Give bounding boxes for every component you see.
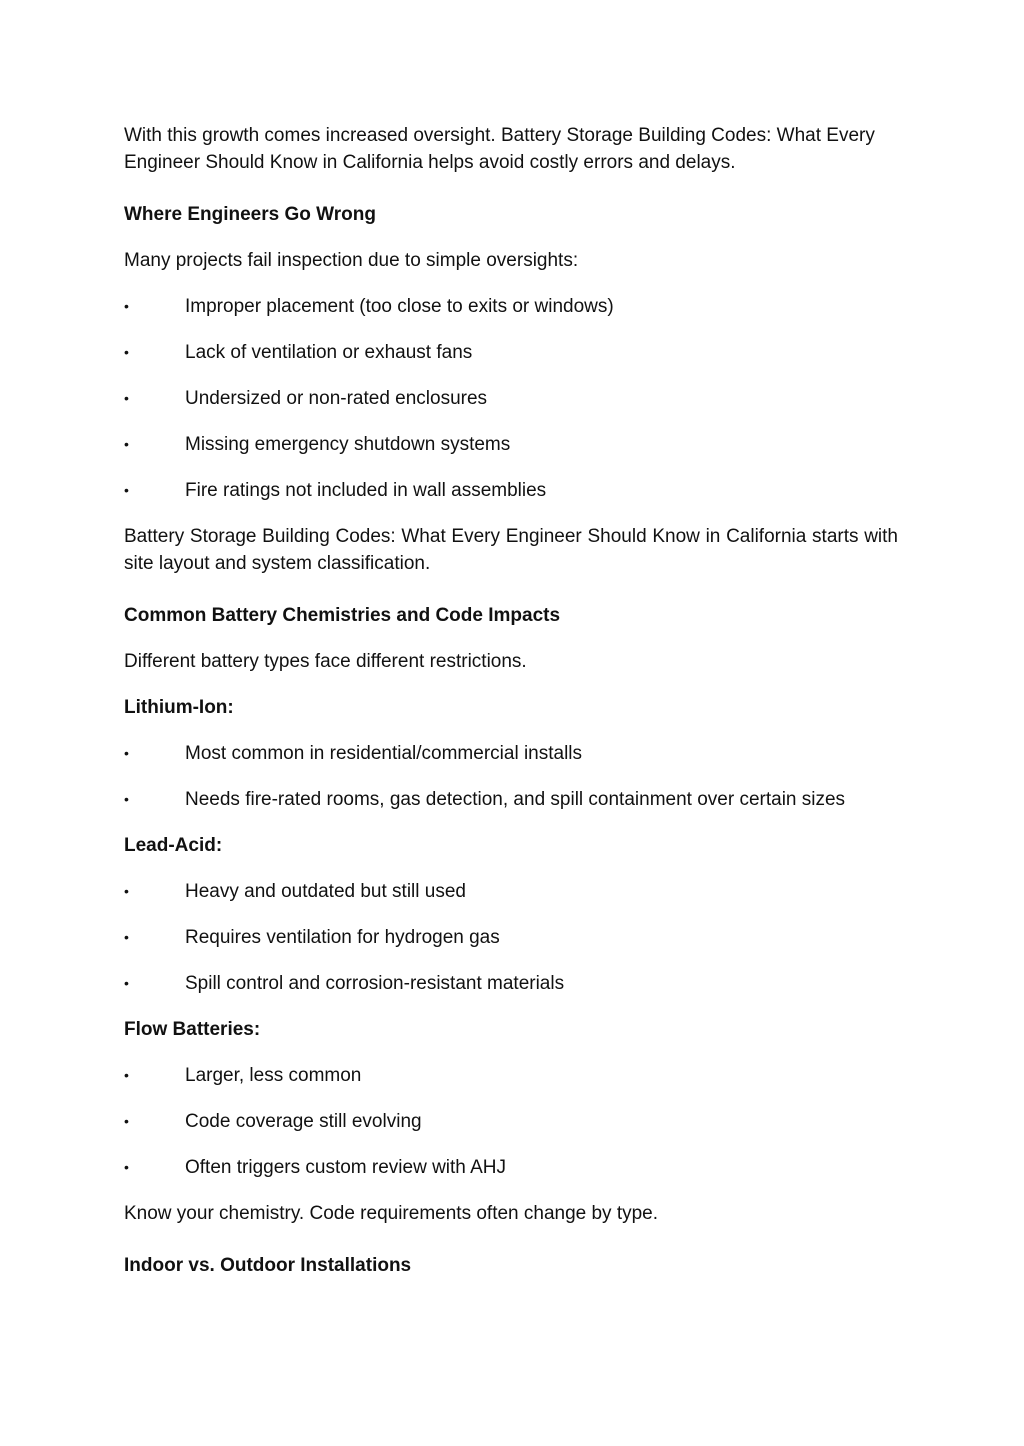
section-heading-indoor-vs-outdoor: Indoor vs. Outdoor Installations bbox=[124, 1255, 412, 1276]
list-item: • Improper placement (too close to exits or windows) bbox=[124, 293, 898, 320]
list-item: • Undersized or non-rated enclosures bbox=[124, 385, 898, 412]
list-item: • Larger, less common bbox=[124, 1062, 898, 1089]
bullet-icon: • bbox=[124, 298, 129, 314]
bullet-icon: • bbox=[124, 883, 129, 899]
section2-closing: Know your chemistry. Code requirements often change by type. bbox=[124, 1203, 659, 1224]
bullet-icon: • bbox=[124, 436, 129, 452]
list-item: • Heavy and outdated but still used bbox=[124, 878, 898, 905]
list-item: • Requires ventilation for hydrogen gas bbox=[124, 924, 898, 951]
list-item: • Missing emergency shutdown systems bbox=[124, 431, 898, 458]
list-item: • Lack of ventilation or exhaust fans bbox=[124, 339, 898, 366]
subheading-lithium-ion: Lithium-Ion: bbox=[124, 697, 234, 718]
oversights-list bbox=[124, 293, 898, 504]
bullet-icon: • bbox=[124, 929, 129, 945]
bullet-icon: • bbox=[124, 1067, 129, 1083]
lithium-ion-list bbox=[124, 740, 898, 813]
bullet-icon: • bbox=[124, 482, 129, 498]
subheading-flow-batteries: Flow Batteries: bbox=[124, 1019, 261, 1040]
bullet-icon: • bbox=[124, 975, 129, 991]
bullet-icon: • bbox=[124, 390, 129, 406]
list-item: • Fire ratings not included in wall assemblies bbox=[124, 477, 898, 504]
section-heading-where-engineers-go-wrong: Where Engineers Go Wrong bbox=[124, 204, 376, 225]
section2-lead: Different battery types face different restrictions. bbox=[124, 651, 527, 672]
section1-lead: Many projects fail inspection due to simple oversights: bbox=[124, 250, 579, 271]
lead-acid-list bbox=[124, 878, 898, 997]
document-page bbox=[124, 122, 898, 1298]
bullet-icon: • bbox=[124, 745, 129, 761]
list-item: • Most common in residential/commercial installs bbox=[124, 740, 898, 767]
list-item: • Often triggers custom review with AHJ bbox=[124, 1154, 898, 1181]
bullet-icon: • bbox=[124, 1113, 129, 1129]
list-item: • Code coverage still evolving bbox=[124, 1108, 898, 1135]
intro-paragraph: With this growth comes increased oversight. Battery Storage Building Codes: What Every Engineer Should Know in California helps avoid costly errors and delays. bbox=[124, 125, 875, 173]
bullet-icon: • bbox=[124, 1159, 129, 1175]
section1-closing: Battery Storage Building Codes: What Every Engineer Should Know in California starts with site layout and system classification. bbox=[124, 526, 898, 574]
section-heading-battery-chemistries: Common Battery Chemistries and Code Impacts bbox=[124, 605, 561, 626]
list-item: • Spill control and corrosion-resistant materials bbox=[124, 970, 898, 997]
flow-batteries-list bbox=[124, 1062, 898, 1181]
bullet-icon: • bbox=[124, 791, 129, 807]
bullet-icon: • bbox=[124, 344, 129, 360]
list-item: • Needs fire-rated rooms, gas detection, and spill containment over certain sizes bbox=[124, 786, 898, 813]
subheading-lead-acid: Lead-Acid: bbox=[124, 835, 223, 856]
